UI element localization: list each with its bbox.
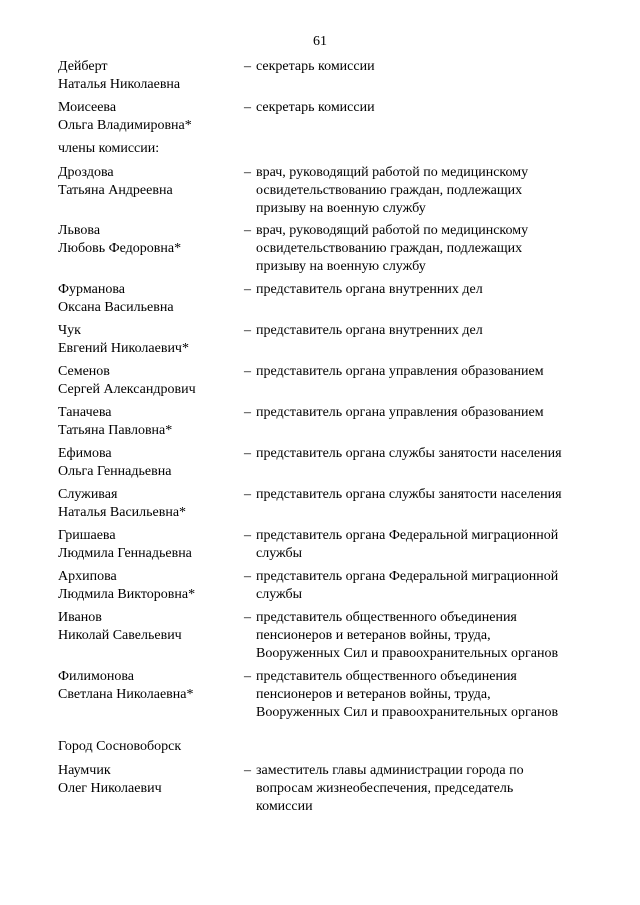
member-name: Таначева Татьяна Павловна* [58,405,173,438]
member-role: представитель общественного объединения пенсионеров и ветеранов войны, труда, Вооруженных Сил и правоохранительных органов [256,669,559,720]
dash: – [244,405,251,420]
dash: – [244,610,251,625]
member-name: Иванов Николай Савельевич [58,610,182,643]
member-role: представитель органа службы занятости населения [256,487,562,502]
city-heading: Город Сосновоборск [58,739,182,754]
member-name: Наумчик Олег Николаевич [58,763,162,796]
dash: – [244,528,251,543]
dash: – [244,364,251,379]
dash: – [244,323,251,338]
member-name: Архипова Людмила Викторовна* [58,569,196,602]
member-name: Дроздова Татьяна Андреевна [58,165,173,198]
dash: – [244,223,251,238]
member-name: Дейберт Наталья Николаевна [58,59,181,92]
member-name: Семенов Сергей Александрович [58,364,196,397]
member-role: врач, руководящий работой по медицинскому освидетельствованию граждан, подлежащих призыву на военную службу [256,223,529,274]
dash: – [244,165,251,180]
member-role: врач, руководящий работой по медицинскому освидетельствованию граждан, подлежащих призыву на военную службу [256,165,529,216]
member-name: Ефимова Ольга Геннадьевна [58,446,172,479]
member-name: Львова Любовь Федоровна* [58,223,182,256]
dash: – [244,487,251,502]
member-role: заместитель главы администрации города по вопросам жизнеобеспечения, председатель комиссии [256,763,524,814]
members-heading: члены комиссии: [58,141,160,156]
member-name: Моисеева Ольга Владимировна* [58,100,192,133]
member-name: Гришаева Людмила Геннадьевна [58,528,192,561]
member-role: представитель органа управления образованием [256,405,544,420]
member-role: представитель органа службы занятости населения [256,446,562,461]
member-name: Фурманова Оксана Васильевна [58,282,174,315]
member-role: представитель органа Федеральной миграционной службы [256,528,559,561]
member-role: представитель органа управления образованием [256,364,544,379]
member-role: секретарь комиссии [256,100,375,115]
dash: – [244,446,251,461]
member-role: представитель органа внутренних дел [256,323,483,338]
dash: – [244,763,251,778]
member-name: Филимонова Светлана Николаевна* [58,669,194,702]
dash: – [244,669,251,684]
member-role: представитель органа Федеральной миграционной службы [256,569,559,602]
member-name: Служивая Наталья Васильевна* [58,487,187,520]
page-number: 61 [313,34,327,49]
member-role: секретарь комиссии [256,59,375,74]
member-role: представитель общественного объединения пенсионеров и ветеранов войны, труда, Вооруженных Сил и правоохранительных органов [256,610,559,661]
dash: – [244,59,251,74]
member-name: Чук Евгений Николаевич* [58,323,189,356]
dash: – [244,100,251,115]
dash: – [244,569,251,584]
member-role: представитель органа внутренних дел [256,282,483,297]
dash: – [244,282,251,297]
